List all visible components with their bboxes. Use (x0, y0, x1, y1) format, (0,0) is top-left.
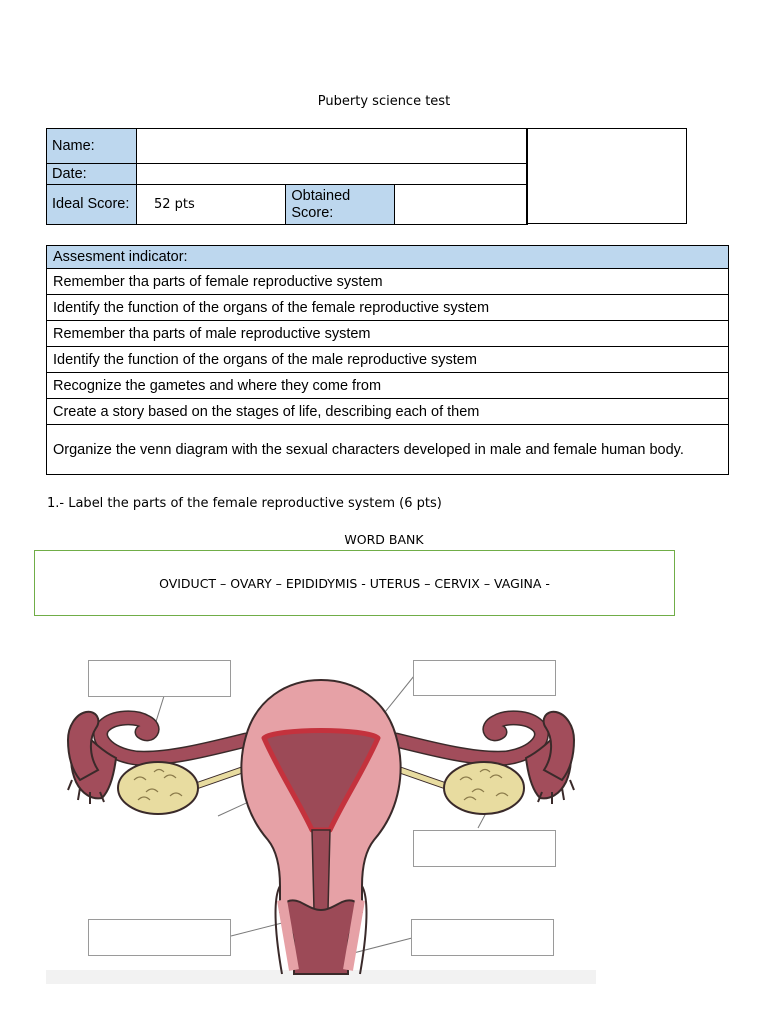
word-bank-words: OVIDUCT – OVARY – EPIDIDYMIS - UTERUS – CERVIX – VAGINA - (159, 575, 550, 591)
ideal-score-value: 52 pts (137, 185, 286, 225)
question-1: 1.- Label the parts of the female reproductive system (6 pts) (47, 496, 442, 511)
cervical-canal (312, 830, 330, 910)
indicator-item: Recognize the gametes and where they come from (47, 373, 729, 399)
word-bank-box (34, 550, 675, 616)
obtained-score-field[interactable] (394, 185, 527, 225)
student-info-table (46, 128, 528, 225)
indicator-item: Organize the venn diagram with the sexual characters developed in male and female human body. (47, 425, 729, 475)
obtained-score-label: Obtained Score: (286, 185, 394, 225)
indicator-heading: Assesment indicator: (47, 246, 729, 269)
label-box-middle-right[interactable] (413, 830, 556, 867)
indicator-item: Remember tha parts of male reproductive system (47, 321, 729, 347)
grade-box (526, 128, 687, 224)
name-label: Name: (47, 129, 137, 164)
label-box-bottom-left[interactable] (88, 919, 231, 956)
word-bank-title: WORD BANK (344, 532, 424, 547)
page-title: Puberty science test (317, 94, 451, 109)
date-field[interactable] (137, 164, 528, 185)
indicator-item: Identify the function of the organs of the male reproductive system (47, 347, 729, 373)
assessment-indicator-table (46, 245, 729, 475)
name-field[interactable] (137, 129, 528, 164)
label-box-top-left[interactable] (88, 660, 231, 697)
indicator-item: Remember tha parts of female reproductive system (47, 269, 729, 295)
date-label: Date: (47, 164, 137, 185)
indicator-item: Identify the function of the organs of the female reproductive system (47, 295, 729, 321)
label-box-bottom-right[interactable] (411, 919, 554, 956)
female-reproductive-diagram (46, 640, 596, 984)
ideal-score-label: Ideal Score: (47, 185, 137, 225)
indicator-item: Create a story based on the stages of life, describing each of them (47, 399, 729, 425)
label-box-top-right[interactable] (413, 660, 556, 696)
